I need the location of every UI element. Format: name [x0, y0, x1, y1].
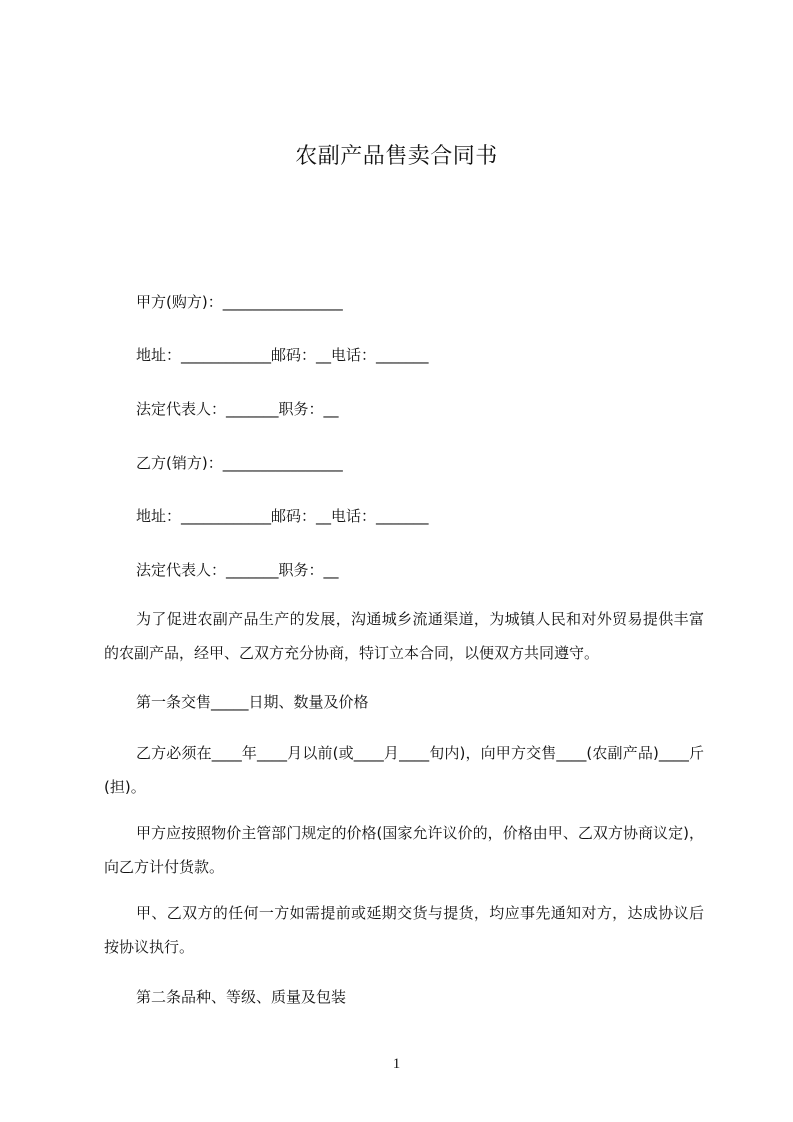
party-b-address-line: 地址：____________邮码：__电话：_______: [136, 507, 429, 525]
preamble-paragraph: 为了促进农副产品生产的发展，沟通城乡流通渠道，为城镇人民和对外贸易提供丰富的农副产品，经甲、乙双方充分协商，特订立本合同，以便双方共同遵守。: [104, 610, 704, 662]
article-1-paragraph-1: 乙方必须在____年____月以前(或____月____旬内)，向甲方交售____(农副产品)____斤(担)。: [104, 744, 704, 796]
article-1-heading: 第一条交售_____日期、数量及价格: [136, 693, 369, 711]
article-1-paragraph-3: 甲、乙双方的任何一方如需提前或延期交货与提货，均应事先通知对方，达成协议后按协议执行。: [104, 904, 704, 956]
document-title: 农副产品售卖合同书: [295, 144, 498, 169]
party-a-address-line: 地址：____________邮码：__电话：_______: [136, 346, 429, 364]
party-a-name-line: 甲方(购方)：________________: [136, 293, 343, 311]
party-b-representative-line: 法定代表人：_______职务：__: [136, 561, 339, 579]
page-number: 1: [392, 1056, 401, 1072]
article-1-paragraph-2: 甲方应按照物价主管部门规定的价格(国家允许议价的，价格由甲、乙双方协商议定)，向乙方计付货款。: [104, 824, 704, 876]
party-a-representative-line: 法定代表人：_______职务：__: [136, 400, 339, 418]
party-b-name-line: 乙方(销方)：________________: [136, 454, 343, 472]
article-2-heading: 第二条品种、等级、质量及包装: [136, 988, 347, 1006]
